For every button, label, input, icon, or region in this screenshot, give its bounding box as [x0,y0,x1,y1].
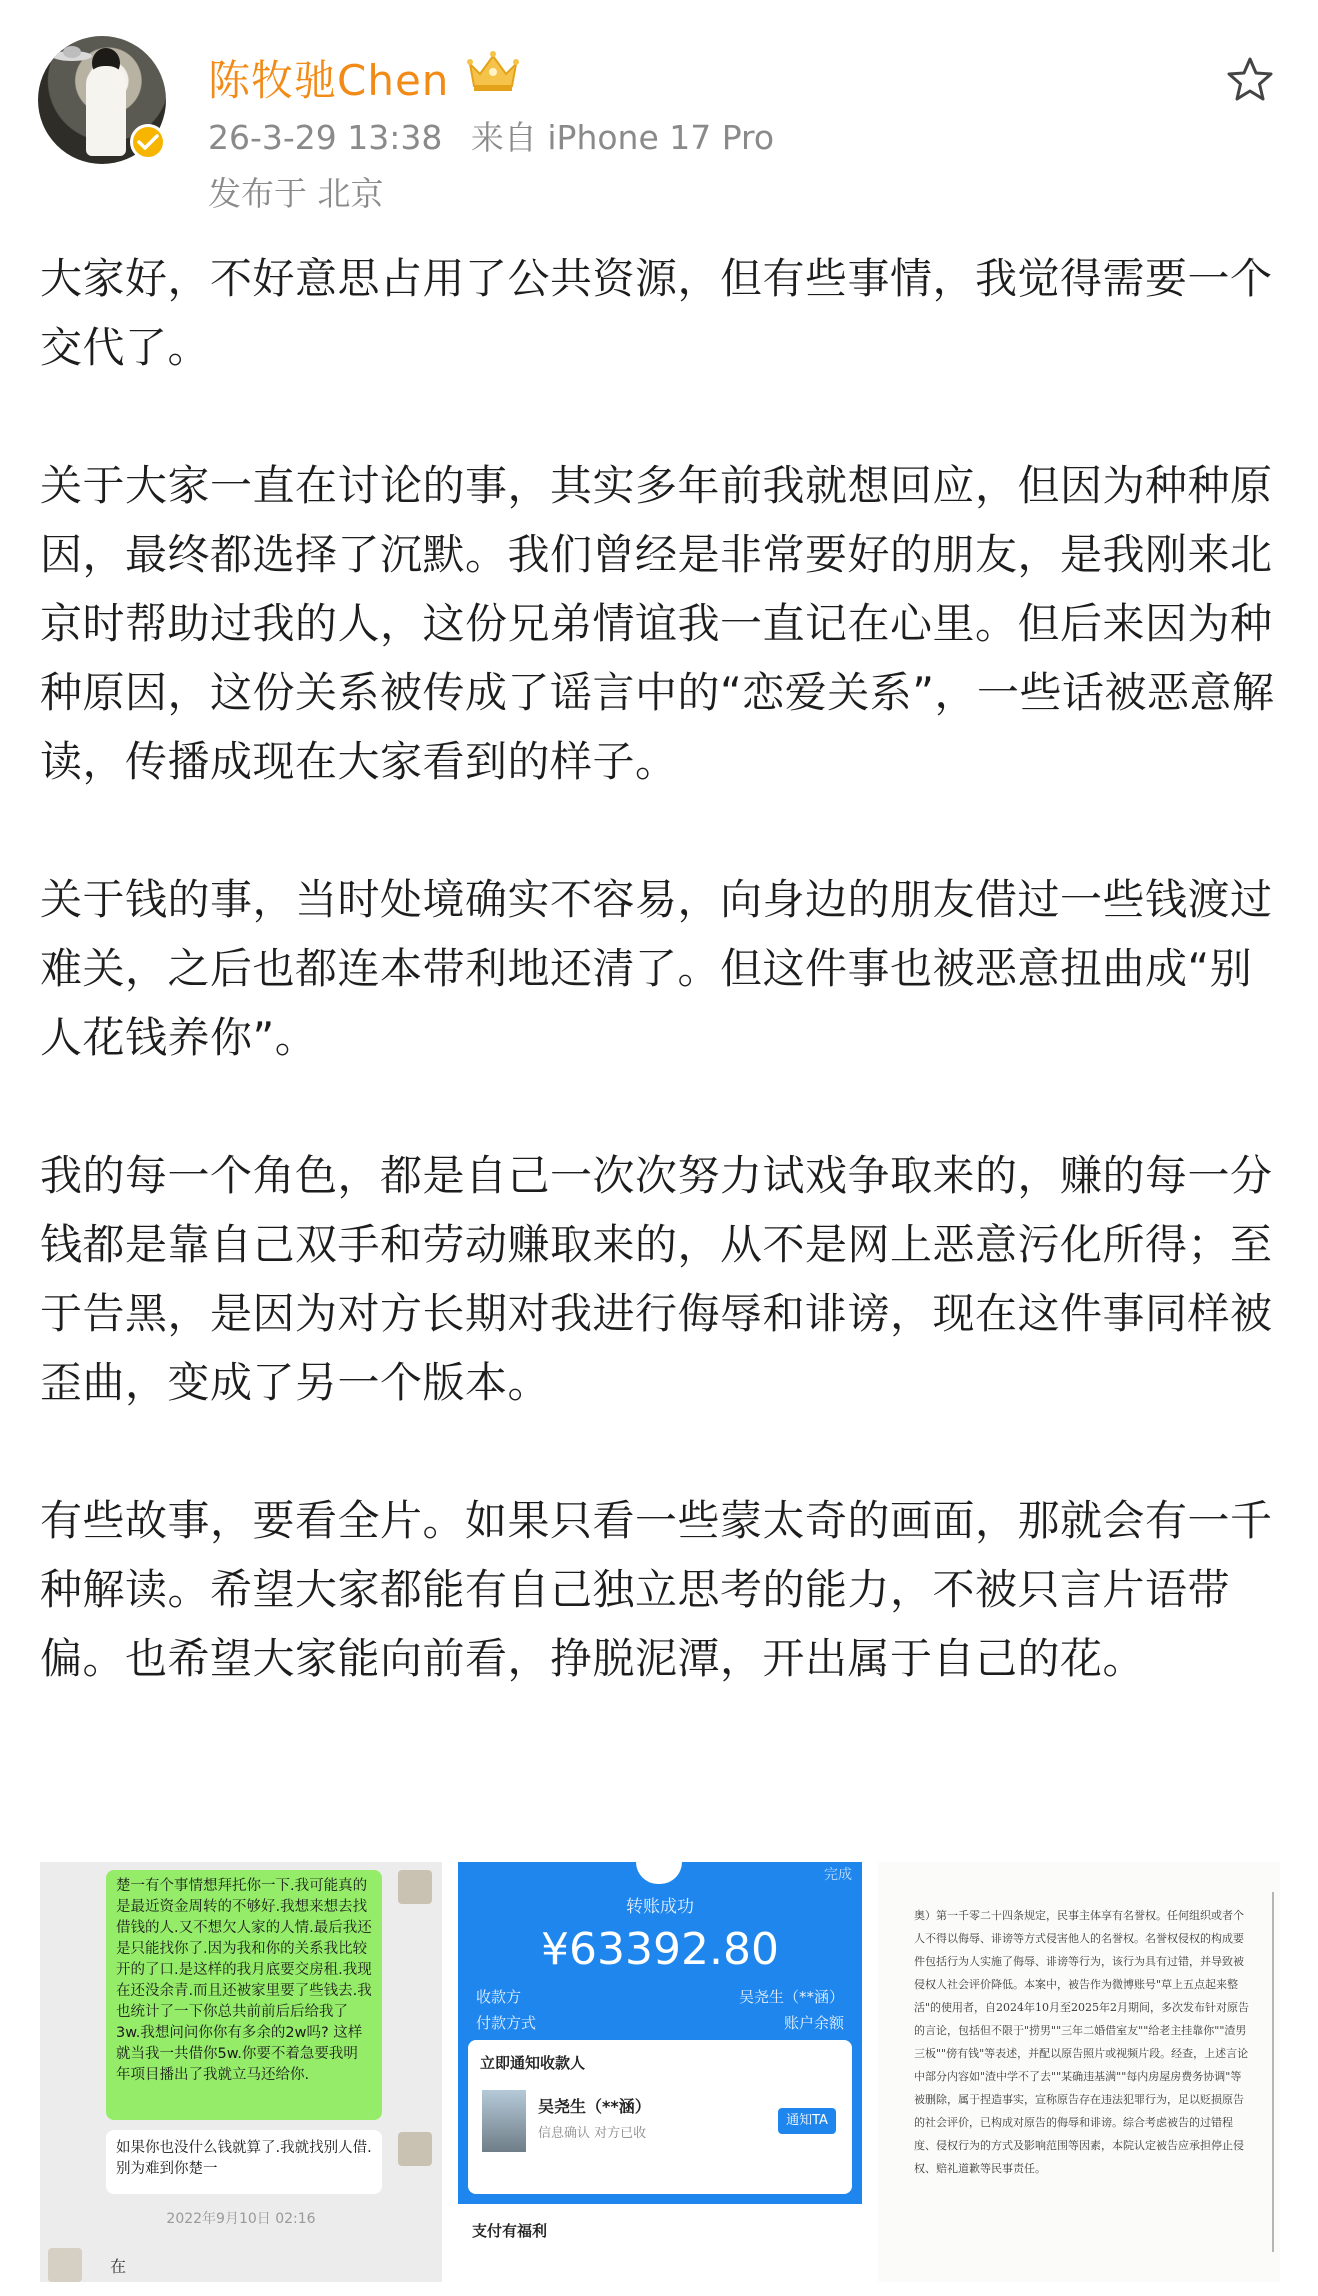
post-paragraph: 关于大家一直在讨论的事，其实多年前我就想回应，但因为种种原因，最终都选择了沉默。我们曾经是非常要好的朋友，是我刚来北京时帮助过我的人，这份兄弟情谊我一直记在心里。但后来因为种种原因，这份关系被传成了谣言中的“恋爱关系”，一些话被恶意解读，传播成现在大家看到的样子。 [40,461,1275,786]
payee-label: 收款方 [476,1988,522,2006]
method-value: 账户余额 [783,2014,844,2032]
post-paragraph: 我的每一个角色，都是自己一次次努力试戏争取来的，赚的每一分钱都是靠自己双手和劳动赚取来的，从不是网上恶意污化所得；至于告黑，是因为对方长期对我进行侮辱和诽谤，现在这件事同样被歪曲，变成了另一个版本。 [40,1151,1273,1407]
chat-bubble-sent: 如果你也没什么钱就算了.我就找别人借.别为难到你楚一 [106,2130,382,2194]
notify-button[interactable]: 通知TA [778,2108,836,2134]
transfer-amount: ¥63392.80 [541,1924,779,1975]
notify-card [468,2040,852,2194]
post-location: 发布于 北京 [208,174,384,213]
chat-avatar [398,2132,432,2166]
contact-sub: 信息确认 对方已收 [538,2126,647,2141]
transfer-payee-row [476,1986,844,2007]
ufo-icon [50,44,94,62]
chat-timestamp: 2022年9月10日 02:16 [166,2211,316,2227]
post-body [40,244,1280,1762]
court-document-image[interactable] [878,1862,1280,2282]
notify-title: 立即通知收款人 [480,2054,586,2072]
transfer-status: 转账成功 [626,1897,694,1917]
benefit-label: 支付有福利 [472,2222,548,2240]
contact-avatar [482,2090,526,2152]
post-meta [208,112,792,159]
chat-screenshot-image[interactable] [40,1862,442,2282]
crown-icon [466,50,520,94]
chat-avatar [48,2248,82,2282]
post-header [0,0,1318,220]
post-date: 26-3-29 13:38 [208,118,443,157]
document-text: 奥）第一千零二十四条规定，民事主体享有名誉权。任何组织或者个人不得以侮辱、诽谤等方式侵害他人的名誉权。名誉权侵权的构成要件包括行为人实施了侮辱、诽谤等行为，该行为具有过错，并导致被侵权人社会评价降低。本案中，被告作为微博账号"草上五点起来整活"的使用者，自2024年10月至2025年2月期间，多次发布针对原告的言论，包括但不限于"捞男""三年二婚借室友""给老主挂靠你""渣男三板""傍有钱"等表述，并配以原告照片或视频片段。经查，上述言论中部分内容如"渣中学不了去""某确违基满""每内房屋房费务协调"等被删除，属于捏造事实，宣称原告存在违法犯罪行为，足以贬损原告的社会评价，已构成对原告的侮辱和诽谤。综合考虑被告的过错程度、侵权行为的方式及影响范围等因素，本院认定被告应承担停止侵权、赔礼道歉等民事责任。 [914,1909,1250,2175]
verified-badge-icon [130,124,166,160]
transfer-done-label: 完成 [824,1867,852,1883]
star-icon[interactable] [1224,54,1276,106]
chat-bottom-text: 在 [110,2257,127,2276]
method-label: 付款方式 [476,2014,537,2032]
contact-name: 吴尧生（**涵） [538,2097,651,2116]
chat-bubble-sent: 楚一有个事情想拜托你一下.我可能真的是最近资金周转的不够好.我想来想去找借钱的人.又不想欠人家的人情.最后我还是只能找你了.因为我和你的关系我比较开的了口.是这样的我月底要交房租.我现在还没余青.而且还被家里要了些钱去.我也统计了一下你总共前前后后给我了3w.我想问问你你有多余的2w吗? 这样就当我一共借你5w.你要不着急要我明年项目播出了我就立马还给你. [106,1870,382,2120]
transfer-bottom [458,2204,862,2282]
username[interactable]: 陈牧驰Chen [208,56,450,105]
post-source: 来自 iPhone 17 Pro [470,118,775,157]
post-paragraph: 关于钱的事，当时处境确实不容易，向身边的朋友借过一些钱渡过难关，之后也都连本带利地还清了。但这件事也被恶意扭曲成“别人花钱养你”。 [40,875,1273,1062]
transfer-screenshot-image[interactable] [458,1862,862,2282]
payee-value: 吴尧生（**涵） [738,1988,844,2006]
post-paragraph: 大家好，不好意思占用了公共资源，但有些事情，我觉得需要一个交代了。 [40,254,1273,372]
post-paragraph: 有些故事，要看全片。如果只看一些蒙太奇的画面，那就会有一千种解读。希望大家都能有自己独立思考的能力，不被只言片语带偏。也希望大家能向前看，挣脱泥潭，开出属于自己的花。 [40,1496,1273,1683]
document-margin-line [1272,1892,1274,2252]
pay-logo-icon [636,1862,682,1884]
transfer-method-row [476,2012,844,2033]
chat-avatar [398,1870,432,1904]
image-grid [40,1862,1280,2282]
